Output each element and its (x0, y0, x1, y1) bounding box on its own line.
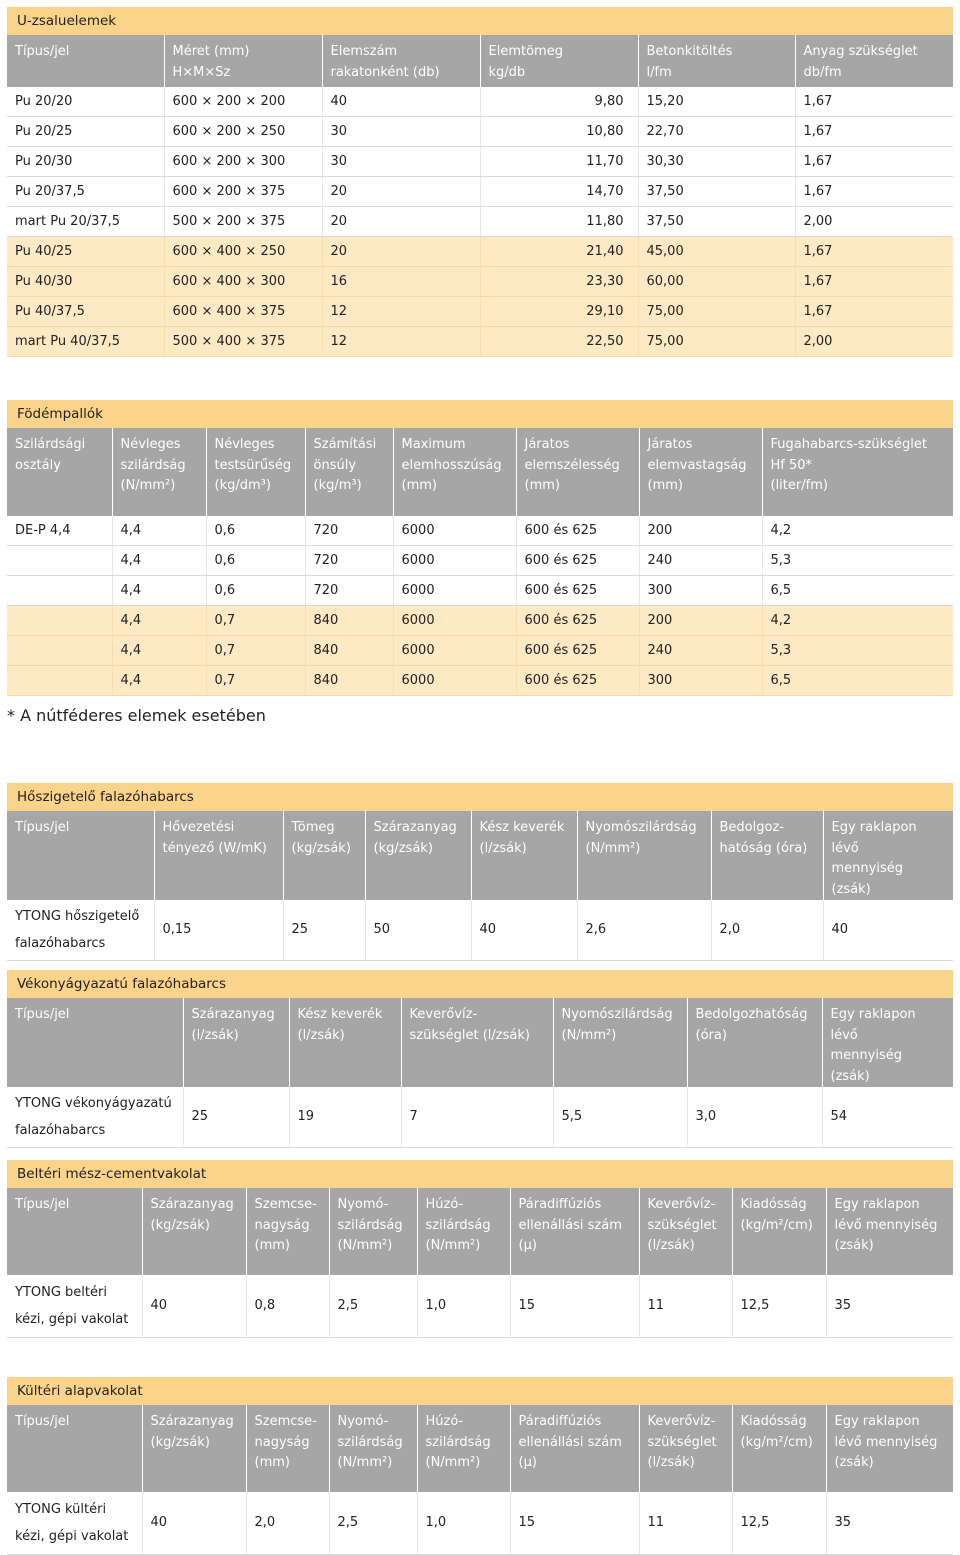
table-cell: 40 (142, 1492, 246, 1554)
section-u-zsaluelemek (7, 7, 953, 357)
header-cell: Egy raklapon lévő mennyiség (zsák) (826, 1405, 953, 1492)
table-cell: 4,4 (112, 636, 206, 666)
table-cell: 0,7 (206, 636, 305, 666)
header-cell: Páradiffúziós ellenállási szám (μ) (510, 1188, 639, 1275)
header-cell: Hővezetési tényező (W/mK) (154, 811, 283, 900)
header-cell: Szárazanyag (kg/zsák) (142, 1405, 246, 1492)
table-cell: 12 (322, 297, 480, 327)
table-row (7, 606, 953, 636)
header-cell: Keverővíz- szükséglet (l/zsák) (639, 1188, 732, 1275)
table-cell: 4,4 (112, 546, 206, 576)
table-row (7, 177, 953, 207)
table-cell: 40 (471, 900, 577, 960)
header-cell: Méret (mm) H×M×Sz (164, 35, 322, 87)
table-cell: 22,70 (638, 117, 795, 147)
fodempallok-table (7, 428, 953, 696)
table-cell: 20 (322, 237, 480, 267)
table-cell: 0,15 (154, 900, 283, 960)
header-cell: Szemcse- nagyság (mm) (246, 1188, 329, 1275)
table-cell: 1,67 (795, 267, 953, 297)
table-cell: 4,4 (112, 606, 206, 636)
table-cell: 9,80 (480, 87, 638, 117)
header-cell: Kész keverék (l/zsák) (471, 811, 577, 900)
table-cell: 4,4 (112, 666, 206, 696)
header-cell: Betonkitöltés l/fm (638, 35, 795, 87)
table-cell: 500 × 200 × 375 (164, 207, 322, 237)
u-zsaluelemek-table (7, 35, 953, 357)
table-cell: 240 (639, 636, 762, 666)
table-cell: 40 (322, 87, 480, 117)
table-cell: 600 × 400 × 300 (164, 267, 322, 297)
table-cell: Pu 40/25 (7, 237, 164, 267)
header-cell: Típus/jel (7, 35, 164, 87)
table-row (7, 147, 953, 177)
table-row (7, 516, 953, 546)
table-cell: 29,10 (480, 297, 638, 327)
header-row (7, 998, 953, 1087)
table-cell: 15,20 (638, 87, 795, 117)
table-cell: 15 (510, 1492, 639, 1554)
table-cell: 600 × 400 × 375 (164, 297, 322, 327)
table-row (7, 237, 953, 267)
table-cell: 54 (822, 1087, 953, 1147)
section-title: Hőszigetelő falazóhabarcs (7, 783, 953, 811)
vekonyagyazatu-table (7, 998, 953, 1148)
table-cell: 11,80 (480, 207, 638, 237)
header-cell: Bedolgozhatóság (óra) (687, 998, 822, 1087)
table-cell: 6,5 (762, 666, 953, 696)
table-cell (7, 666, 112, 696)
table-row (7, 87, 953, 117)
table-cell: 10,80 (480, 117, 638, 147)
table-cell: 20 (322, 177, 480, 207)
table-cell: 5,5 (553, 1087, 687, 1147)
header-cell: Fugahabarcs-szükséglet Hf 50* (liter/fm) (762, 428, 953, 516)
table-cell: 25 (183, 1087, 289, 1147)
table-cell: 600 és 625 (516, 576, 639, 606)
section-title: Födémpallók (7, 400, 953, 428)
table-cell: Pu 20/30 (7, 147, 164, 177)
header-cell: Szilárdsági osztály (7, 428, 112, 516)
table-cell: 12 (322, 327, 480, 357)
table-cell: 840 (305, 606, 393, 636)
header-cell: Húzó- szilárdság (N/mm²) (417, 1405, 510, 1492)
table-cell: 840 (305, 666, 393, 696)
table-cell: 720 (305, 516, 393, 546)
hoszigetelo-table (7, 811, 953, 961)
header-cell: Bedolgoz- hatóság (óra) (711, 811, 823, 900)
table-cell: 40 (142, 1275, 246, 1337)
header-cell: Keverővíz- szükséglet (l/zsák) (401, 998, 553, 1087)
table-cell: 840 (305, 636, 393, 666)
table-cell: 1,67 (795, 87, 953, 117)
table-cell: 1,0 (417, 1275, 510, 1337)
section-title: Kültéri alapvakolat (7, 1377, 953, 1405)
table-cell: 11,70 (480, 147, 638, 177)
section-title: Beltéri mész-cementvakolat (7, 1160, 953, 1188)
table-cell: YTONG vékonyágyazatú falazóhabarcs (7, 1087, 183, 1147)
table-cell: 23,30 (480, 267, 638, 297)
table-cell: 1,67 (795, 237, 953, 267)
section-title: Vékonyágyazatú falazóhabarcs (7, 970, 953, 998)
section-kulteri-alapvakolat (7, 1377, 953, 1555)
header-cell: Szemcse- nagyság (mm) (246, 1405, 329, 1492)
table-cell: 240 (639, 546, 762, 576)
table-cell: YTONG hőszigetelő falazóhabarcs (7, 900, 154, 960)
table-cell: 0,6 (206, 546, 305, 576)
table-cell: 1,67 (795, 147, 953, 177)
header-cell: Szárazanyag (kg/zsák) (365, 811, 471, 900)
table-cell: 0,8 (246, 1275, 329, 1337)
header-row (7, 428, 953, 516)
table-cell: 37,50 (638, 177, 795, 207)
section-hoszigetelo-falazohabarcs (7, 783, 953, 961)
kulteri-vakolat-table (7, 1405, 953, 1555)
table-cell: mart Pu 40/37,5 (7, 327, 164, 357)
header-cell: Egy raklapon lévő mennyiség (zsák) (822, 998, 953, 1087)
table-row (7, 117, 953, 147)
header-cell: Páradiffúziós ellenállási szám (μ) (510, 1405, 639, 1492)
table-cell: 300 (639, 666, 762, 696)
table-cell: 600 × 200 × 250 (164, 117, 322, 147)
table-cell: 2,0 (246, 1492, 329, 1554)
table-cell: 600 × 400 × 250 (164, 237, 322, 267)
header-cell: Típus/jel (7, 1188, 142, 1275)
section-belteri-vakolat (7, 1160, 953, 1338)
table-cell: 11 (639, 1492, 732, 1554)
table-cell: 4,2 (762, 516, 953, 546)
table-cell: 6000 (393, 606, 516, 636)
table-cell: 60,00 (638, 267, 795, 297)
header-cell: Típus/jel (7, 998, 183, 1087)
table-cell: 35 (826, 1492, 953, 1554)
table-cell: Pu 40/37,5 (7, 297, 164, 327)
header-row (7, 35, 953, 87)
table-cell (7, 546, 112, 576)
table-cell: 600 × 200 × 300 (164, 147, 322, 177)
table-cell: 21,40 (480, 237, 638, 267)
table-cell: 4,4 (112, 576, 206, 606)
table-cell: 600 és 625 (516, 606, 639, 636)
table-row (7, 327, 953, 357)
table-cell: 2,5 (329, 1275, 417, 1337)
header-cell: Nyomószilárdság (N/mm²) (553, 998, 687, 1087)
header-cell: Típus/jel (7, 1405, 142, 1492)
table-cell: 1,0 (417, 1492, 510, 1554)
table-cell: 6000 (393, 576, 516, 606)
table-row (7, 546, 953, 576)
table-cell (7, 636, 112, 666)
table-cell: 600 és 625 (516, 546, 639, 576)
table-cell: 0,7 (206, 606, 305, 636)
table-cell: 0,6 (206, 516, 305, 546)
table-cell: YTONG beltéri kézi, gépi vakolat (7, 1275, 142, 1337)
header-cell: Elemtömeg kg/db (480, 35, 638, 87)
table-cell: Pu 20/20 (7, 87, 164, 117)
table-cell: 0,7 (206, 666, 305, 696)
table-cell: 2,00 (795, 327, 953, 357)
header-cell: Kész keverék (l/zsák) (289, 998, 401, 1087)
table-row (7, 636, 953, 666)
table-cell: 30 (322, 117, 480, 147)
table-cell: 6000 (393, 516, 516, 546)
table-cell (7, 576, 112, 606)
table-cell (7, 606, 112, 636)
table-cell: 2,0 (711, 900, 823, 960)
table-cell: 600 és 625 (516, 636, 639, 666)
table-cell: 7 (401, 1087, 553, 1147)
table-cell: 11 (639, 1275, 732, 1337)
table-row (7, 267, 953, 297)
header-cell: Kiadósság (kg/m²/cm) (732, 1405, 826, 1492)
footnote: * A nútféderes elemek esetében (7, 706, 266, 725)
table-cell: 5,3 (762, 636, 953, 666)
table-cell: 30,30 (638, 147, 795, 177)
table-cell: 0,6 (206, 576, 305, 606)
header-cell: Egy raklapon lévő mennyiség (zsák) (823, 811, 953, 900)
table-cell: 45,00 (638, 237, 795, 267)
header-cell: Számítási önsúly (kg/m³) (305, 428, 393, 516)
table-cell: 22,50 (480, 327, 638, 357)
table-cell: 19 (289, 1087, 401, 1147)
table-cell: 2,00 (795, 207, 953, 237)
table-cell: 35 (826, 1275, 953, 1337)
table-cell: 12,5 (732, 1275, 826, 1337)
table-cell: mart Pu 20/37,5 (7, 207, 164, 237)
belteri-vakolat-table (7, 1188, 953, 1338)
table-cell: 15 (510, 1275, 639, 1337)
table-cell: 200 (639, 516, 762, 546)
table-cell: 6000 (393, 666, 516, 696)
table-cell: 720 (305, 546, 393, 576)
table-cell: 30 (322, 147, 480, 177)
header-cell: Nyomó- szilárdság (N/mm²) (329, 1405, 417, 1492)
table-cell: YTONG kültéri kézi, gépi vakolat (7, 1492, 142, 1554)
table-row (7, 207, 953, 237)
table-cell: 720 (305, 576, 393, 606)
header-cell: Nyomó- szilárdság (N/mm²) (329, 1188, 417, 1275)
table-cell: 200 (639, 606, 762, 636)
header-cell: Típus/jel (7, 811, 154, 900)
table-cell: 6,5 (762, 576, 953, 606)
header-cell: Elemszám rakatonként (db) (322, 35, 480, 87)
table-cell: Pu 40/30 (7, 267, 164, 297)
section-vekonyagyazatu-falazohabarcs (7, 970, 953, 1148)
header-row (7, 1188, 953, 1275)
header-row (7, 811, 953, 900)
table-row (7, 1087, 953, 1147)
table-cell: 50 (365, 900, 471, 960)
table-cell: DE-P 4,4 (7, 516, 112, 546)
table-cell: 25 (283, 900, 365, 960)
header-cell: Húzó- szilárdság (N/mm²) (417, 1188, 510, 1275)
table-cell: 75,00 (638, 327, 795, 357)
header-cell: Anyag szükséglet db/fm (795, 35, 953, 87)
table-cell: 1,67 (795, 177, 953, 207)
section-title: U-zsaluelemek (7, 7, 953, 35)
table-row (7, 1492, 953, 1554)
header-cell: Maximum elemhosszúság (mm) (393, 428, 516, 516)
table-cell: 4,4 (112, 516, 206, 546)
header-cell: Kiadósság (kg/m²/cm) (732, 1188, 826, 1275)
table-cell: 37,50 (638, 207, 795, 237)
header-cell: Szárazanyag (kg/zsák) (142, 1188, 246, 1275)
table-cell: 2,5 (329, 1492, 417, 1554)
table-cell: 5,3 (762, 546, 953, 576)
table-cell: 600 és 625 (516, 666, 639, 696)
header-row (7, 1405, 953, 1492)
header-cell: Járatos elemvastagság (mm) (639, 428, 762, 516)
table-cell: 20 (322, 207, 480, 237)
table-row (7, 297, 953, 327)
table-cell: 6000 (393, 546, 516, 576)
table-cell: 1,67 (795, 117, 953, 147)
table-row (7, 576, 953, 606)
table-cell: 300 (639, 576, 762, 606)
table-cell: 500 × 400 × 375 (164, 327, 322, 357)
header-cell: Névleges szilárdság (N/mm²) (112, 428, 206, 516)
header-cell: Járatos elemszélesség (mm) (516, 428, 639, 516)
table-cell: 14,70 (480, 177, 638, 207)
table-cell: 12,5 (732, 1492, 826, 1554)
table-cell: Pu 20/25 (7, 117, 164, 147)
table-cell: 4,2 (762, 606, 953, 636)
table-cell: 40 (823, 900, 953, 960)
table-cell: 600 és 625 (516, 516, 639, 546)
header-cell: Névleges testsürűség (kg/dm³) (206, 428, 305, 516)
table-cell: 16 (322, 267, 480, 297)
table-cell: 3,0 (687, 1087, 822, 1147)
table-cell: 1,67 (795, 297, 953, 327)
table-cell: 6000 (393, 636, 516, 666)
header-cell: Nyomószilárdság (N/mm²) (577, 811, 711, 900)
header-cell: Egy raklapon lévő mennyiség (zsák) (826, 1188, 953, 1275)
table-row (7, 666, 953, 696)
header-cell: Keverővíz- szükséglet (l/zsák) (639, 1405, 732, 1492)
table-cell: 2,6 (577, 900, 711, 960)
table-cell: 600 × 200 × 200 (164, 87, 322, 117)
table-row (7, 900, 953, 960)
table-cell: 600 × 200 × 375 (164, 177, 322, 207)
table-cell: Pu 20/37,5 (7, 177, 164, 207)
table-row (7, 1275, 953, 1337)
section-fodempallok (7, 400, 953, 696)
table-cell: 75,00 (638, 297, 795, 327)
header-cell: Szárazanyag (l/zsák) (183, 998, 289, 1087)
header-cell: Tömeg (kg/zsák) (283, 811, 365, 900)
